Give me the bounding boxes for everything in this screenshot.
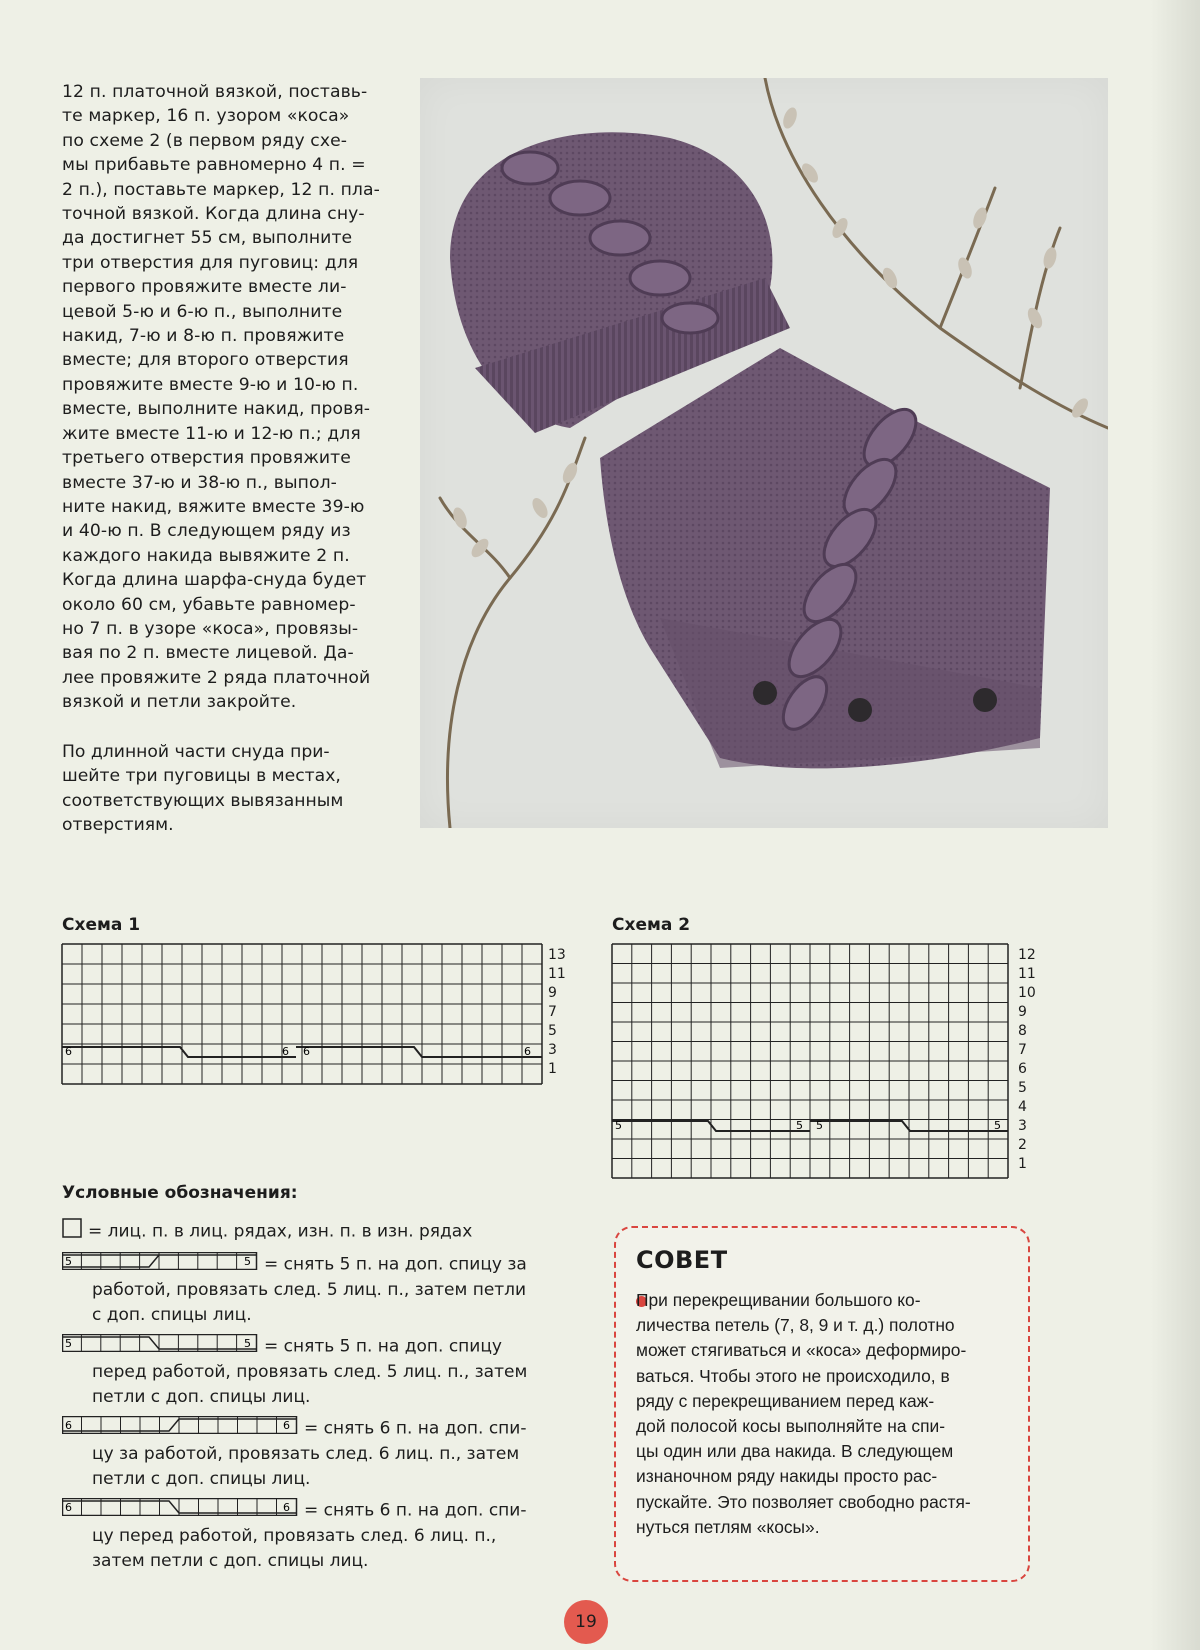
legend-item — [62, 1334, 572, 1410]
svg-text:6: 6 — [283, 1419, 290, 1432]
legend-item — [62, 1218, 572, 1246]
tip-title: СОВЕТ — [636, 1246, 728, 1274]
legend-title: Условные обозначения: — [62, 1183, 298, 1203]
legend-item — [62, 1252, 572, 1328]
cable-label: 5 — [615, 1119, 622, 1132]
legend-text: = снять 6 п. на доп. спи- — [304, 1418, 527, 1439]
scheme-2-row-labels — [1018, 946, 1036, 1174]
page-edge-shade — [1150, 0, 1200, 1650]
legend-text: = снять 5 п. на доп. спицу — [264, 1336, 502, 1357]
svg-text:6: 6 — [65, 1419, 72, 1432]
cable-6-back-symbol — [62, 1416, 298, 1442]
cable-label: 5 — [816, 1119, 823, 1132]
legend-text-more: цу перед работой, провязать след. 6 лиц. п., затем петли с доп. спицы лиц. — [92, 1526, 497, 1571]
legend-item — [62, 1498, 572, 1574]
row-label: 6 — [1018, 1061, 1027, 1077]
row-label: 8 — [1018, 1023, 1027, 1039]
snood-shape — [600, 348, 1050, 768]
cable-label: 5 — [796, 1119, 803, 1132]
scheme-2-title: Схема 2 — [612, 915, 691, 935]
legend-item — [62, 1416, 572, 1492]
cable-5-back-symbol — [62, 1252, 258, 1278]
legend-text-more: перед работой, провязать след. 5 лиц. п., затем петли с доп. спицы лиц. — [92, 1362, 528, 1407]
instructions-paragraph-2: По длинной части снуда при- шейте три пуговицы в местах, соответствующих вывязанным отверстиям. — [62, 742, 344, 836]
row-label: 2 — [1018, 1137, 1027, 1153]
row-label: 11 — [1018, 966, 1036, 982]
cable-5-front-symbol — [62, 1334, 258, 1360]
empty-cell-symbol — [62, 1218, 82, 1246]
hat-and-snood-illustration — [420, 78, 1108, 828]
row-label: 1 — [548, 1061, 557, 1077]
row-label: 9 — [1018, 1004, 1027, 1020]
legend-text: = снять 6 п. на доп. спи- — [304, 1500, 527, 1521]
cable-cross-line — [296, 1047, 542, 1057]
row-label: 4 — [1018, 1099, 1027, 1115]
scheme-1-row-labels — [548, 946, 566, 1079]
row-label: 7 — [1018, 1042, 1027, 1058]
svg-text:5: 5 — [65, 1255, 72, 1268]
row-label: 5 — [548, 1023, 557, 1039]
legend-text: = лиц. п. в лиц. рядах, изн. п. в изн. рядах — [88, 1221, 473, 1242]
cable-label: 6 — [65, 1045, 72, 1058]
row-label: 3 — [1018, 1118, 1027, 1134]
scheme-2-grid — [612, 944, 1008, 1178]
cable-cross-line — [62, 1047, 296, 1057]
svg-text:5: 5 — [244, 1337, 251, 1350]
row-label: 13 — [548, 947, 566, 963]
legend-text-more: работой, провязать след. 5 лиц. п., затем петли с доп. спицы лиц. — [92, 1280, 527, 1325]
svg-text:5: 5 — [65, 1337, 72, 1350]
row-label: 7 — [548, 1004, 557, 1020]
svg-text:6: 6 — [65, 1501, 72, 1514]
instructions-paragraph-1: 12 п. платочной вязкой, поставь- те маркер, 16 п. узором «коса» по схеме 2 (в первом ряду схе- мы прибавьте равномерно 4 п. = 2 п.), поставьте маркер, 12 п. пла- точной вязкой. Когда длина сну- да достигнет 55 см, выполните три отверстия для пуговиц: для первого провяжите вместе ли- цевой 5-ю и 6-ю п., выполните накид, 7-ю и 8-ю п. провяжите вместе; для второго отверстия провяжите вместе 9-ю и 10-ю п. вместе, выполните накид, провя- жите вместе 11-ю и 12-ю п.; для третьего отверстия провяжите вместе 37-ю и 38-ю п., выпол- ните накид, вяжите вместе 39-ю и 40-ю п. В следующем ряду из каждого накида вывяжите 2 п. Когда длина шарфа-снуда будет около 60 см, убавьте равномер- но 7 п. в узоре «коса», провязы- вая по 2 п. вместе лицевой. Да- лее провяжите 2 ряда платочной вязкой и петли закройте. — [62, 82, 380, 713]
row-label: 5 — [1018, 1080, 1027, 1096]
row-label: 11 — [548, 966, 566, 982]
row-label: 9 — [548, 985, 557, 1001]
cable-label: 6 — [524, 1045, 531, 1058]
legend-text-more: цу за работой, провязать след. 6 лиц. п., затем петли с доп. спицы лиц. — [92, 1444, 520, 1489]
row-label: 1 — [1018, 1156, 1027, 1172]
svg-text:5: 5 — [244, 1255, 251, 1268]
scheme-1-title: Схема 1 — [62, 915, 141, 935]
legend-text: = снять 5 п. на доп. спицу за — [264, 1254, 527, 1275]
page-number: 19 — [564, 1600, 608, 1644]
tip-text: При перекрещивании большого ко- личества петель (7, 8, 9 и т. д.) полотно может стягиваться и «коса» деформиро- ваться. Чтобы этого не происходило, в ряду с перекрещиванием перед каж- дой полосой косы выполняйте на спи- цы один или два накида. В следующем изнаночном ряду накиды просто рас- пускайте. Это позволяет свободно растя- нуться петлям «косы». — [636, 1290, 971, 1537]
scheme-1-grid — [62, 944, 542, 1084]
cable-6-front-symbol — [62, 1498, 298, 1524]
row-label: 10 — [1018, 985, 1036, 1001]
row-label: 12 — [1018, 947, 1036, 963]
svg-text:6: 6 — [283, 1501, 290, 1514]
cable-label: 5 — [994, 1119, 1001, 1132]
cable-label: 6 — [303, 1045, 310, 1058]
cable-label: 6 — [282, 1045, 289, 1058]
product-photo — [420, 78, 1108, 828]
row-label: 3 — [548, 1042, 557, 1058]
legend — [62, 1218, 572, 1574]
